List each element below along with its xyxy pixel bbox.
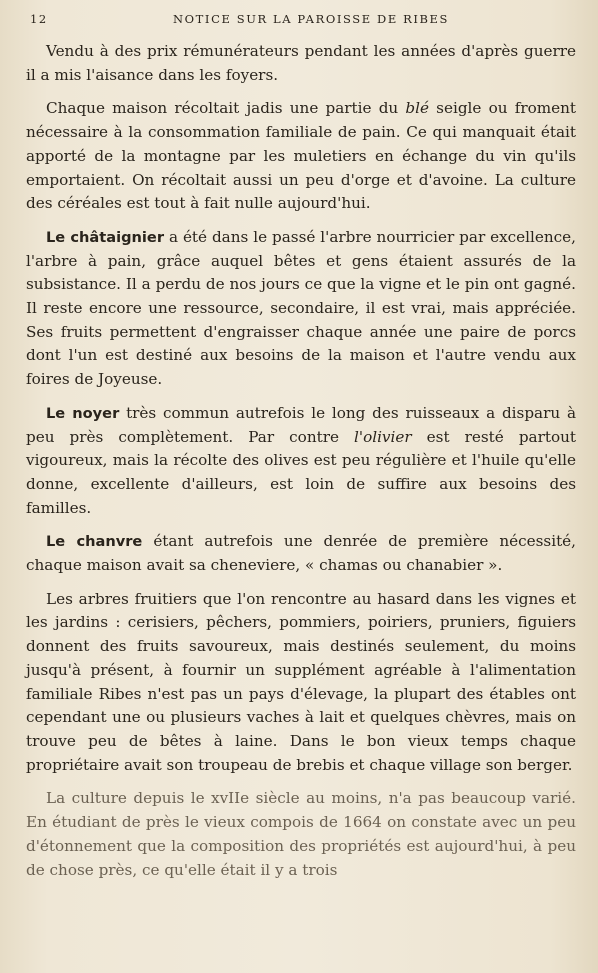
paragraph-noyer [26,402,576,521]
paragraph-text: très commun autrefois le long des ruisseaux a disparu à peu près complètement. Par contre [26,403,576,446]
paragraph-vendu [26,40,576,87]
page-header [26,10,576,32]
page-number: 12 [30,12,48,26]
paragraph-text: a été dans le passé l'arbre nourricier par excellence, l'arbre à pain, grâce auquel bêtes et gens étaient assurés de la subsistance. Il a perdu de nos jours ce que la vigne et le pin ont gagné. Il reste encore une ressource, secondaire, il est vrai, mais appréciée. Ses fruits permettent d'engraisser chaque année une paire de porcs dont l'un est destiné aux besoins de la maison et l'autre vendu aux foires de Joyeuse. [26,227,576,389]
paragraph-text: étant autrefois une denrée de première nécessité, chaque maison avait sa cheneviere, « chamas ou chanabier ». [26,532,576,575]
paragraph-text: Les arbres fruitiers que l'on rencontre au hasard dans les vignes et les jardins : cerisiers, pêchers, pommiers, poiriers, pruniers, figuiers donnent des fruits savoureux, mais destinés seulement, du moins jusqu'à présent, à fournir un supplément agréable à l'alimentation familiale Ribes n'est pas un pays d'élevage, la plupart des étables ont cependant une ou plusieurs vaches à lait et quelques chèvres, mais on trouve peu de bêtes à laine. Dans le bon vieux temps chaque propriétaire avait son troupeau de brebis et chaque village son berger. [26,589,576,774]
page-body [26,40,576,882]
paragraph-culture [26,787,576,882]
running-title: NOTICE SUR LA PAROISSE DE RIBES [172,12,450,26]
paragraph-text: Chaque maison récoltait jadis une partie du [46,99,406,118]
paragraph-chanvre [26,530,576,577]
paragraph-chataignier [26,226,576,392]
paragraph-text: est resté partout vigoureux, mais la récolte des olives est peu régulière et l'huile qu'elle donne, excellente d'ailleurs, est loin de suffire aux besoins des familles. [26,427,576,517]
paragraph-text: seigle ou froment nécessaire à la consommation familiale de pain. Ce qui manquait était apporté de la montagne par les muletiers en échange du vin qu'ils emportaient. On récoltait aussi un peu d'orge et d'avoine. La culture des céréales est tout à fait nulle aujourd'hui. [26,99,576,213]
paragraph-text: La culture depuis le xvIIe siècle au moins, n'a pas beaucoup varié. En étudiant de près le vieux compois de 1664 on constate avec un peu d'étonnement que la composition des propriétés est aujourd'hui, à peu de chose près, ce qu'elle était il y a trois [26,789,576,879]
paragraph-arbres-fruitiers [26,588,576,778]
lead-term-noyer: Le noyer [46,404,120,422]
italic-term-olivier: l'olivier [354,427,412,446]
lead-term-chataignier: Le châtaignier [46,228,165,246]
paragraph-text: Vendu à des prix rémunérateurs pendant les années d'après guerre il a mis l'aisance dans les foyers. [26,42,576,84]
italic-term-ble: blé [405,99,429,118]
lead-term-chanvre: Le chanvre [46,533,143,551]
paragraph-cereales [26,97,576,216]
